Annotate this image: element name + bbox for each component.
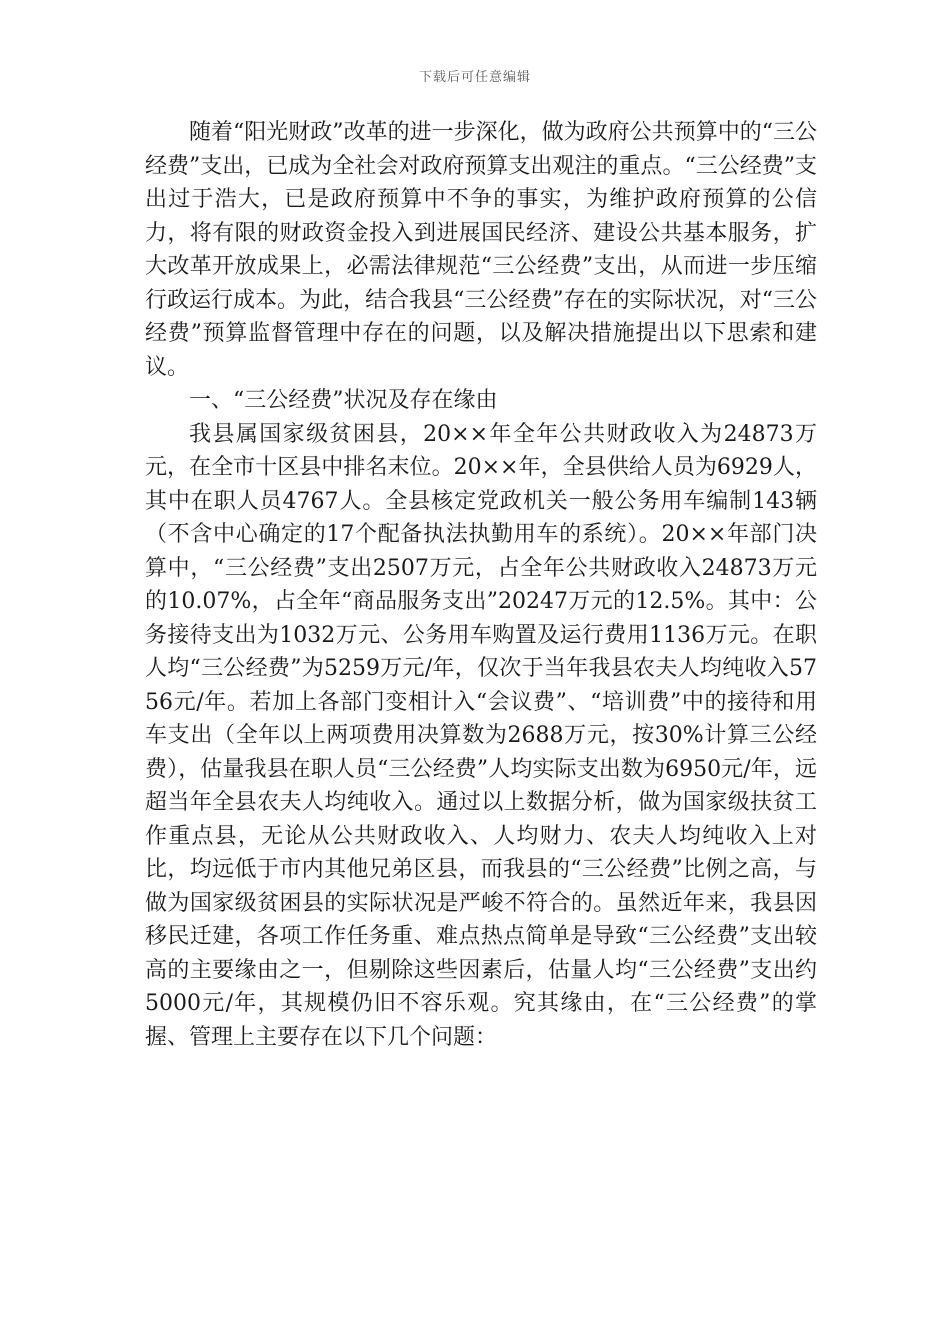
header-note: 下载后可任意编辑 [418,70,531,85]
intro-paragraph: 随着“阳光财政”改革的进一步深化，做为政府公共预算中的“三公经费”支出，已成为全社会对政府预算支出观注的重点。“三公经费”支出过于浩大，已是政府预算中不争的事实，为维护政府预算的公信力，将有限的财政资金投入到进展国民经济、建设公共基本服务，扩大改革开放成果上，必需法律规范“三公经费”支出，从而进一步压缩行政运行成本。为此，结合我县“三公经费”存在的实际状况，对“三公经费”预算监督管理中存在的问题，以及解决措施提出以下思索和建议。 [145,120,817,380]
section-heading: 一、“三公经费”状况及存在缘由 [189,388,498,413]
body-paragraph: 我县属国家级贫困县，20××年全年公共财政收入为24873万元，在全市十区县中排名末位。20××年，全县供给人员为6929人，其中在职人员4767人。全县核定党政机关一般公务用车编制143辆（不含中心确定的17个配备执法执勤用车的系统）。20××年部门决算中，“三公经费”支出2507万元，占全年公共财政收入24873万元的10.07%，占全年“商品服务支出”20247万元的12.5%。其中：公务接待支出为1032万元、公务用车购置及运行费用1136万元。在职人均“三公经费”为5259万元/年，仅次于当年我县农夫人均纯收入5756元/年。若加上各部门变相计入“会议费”、“培训费”中的接待和用车支出（全年以上两项费用决算数为2688万元，按30%计算三公经费），估量我县在职人员“三公经费”人均实际支出数为6950元/年，远超当年全县农夫人均纯收入。通过以上数据分析，做为国家级扶贫工作重点县，无论从公共财政收入、人均财力、农夫人均纯收入上对比，均远低于市内其他兄弟区县，而我县的“三公经费”比例之高，与做为国家级贫困县的实际状况是严峻不符合的。虽然近年来，我县因移民迁建，各项工作任务重、难点热点简单是导致“三公经费”支出较高的主要缘由之一，但剔除这些因素后，估量人均“三公经费”支出约5000元/年，其规模仍旧不容乐观。究其缘由，在“三公经费”的掌握、管理上主要存在以下几个问题： [145,421,817,1050]
document-body [145,116,817,1054]
